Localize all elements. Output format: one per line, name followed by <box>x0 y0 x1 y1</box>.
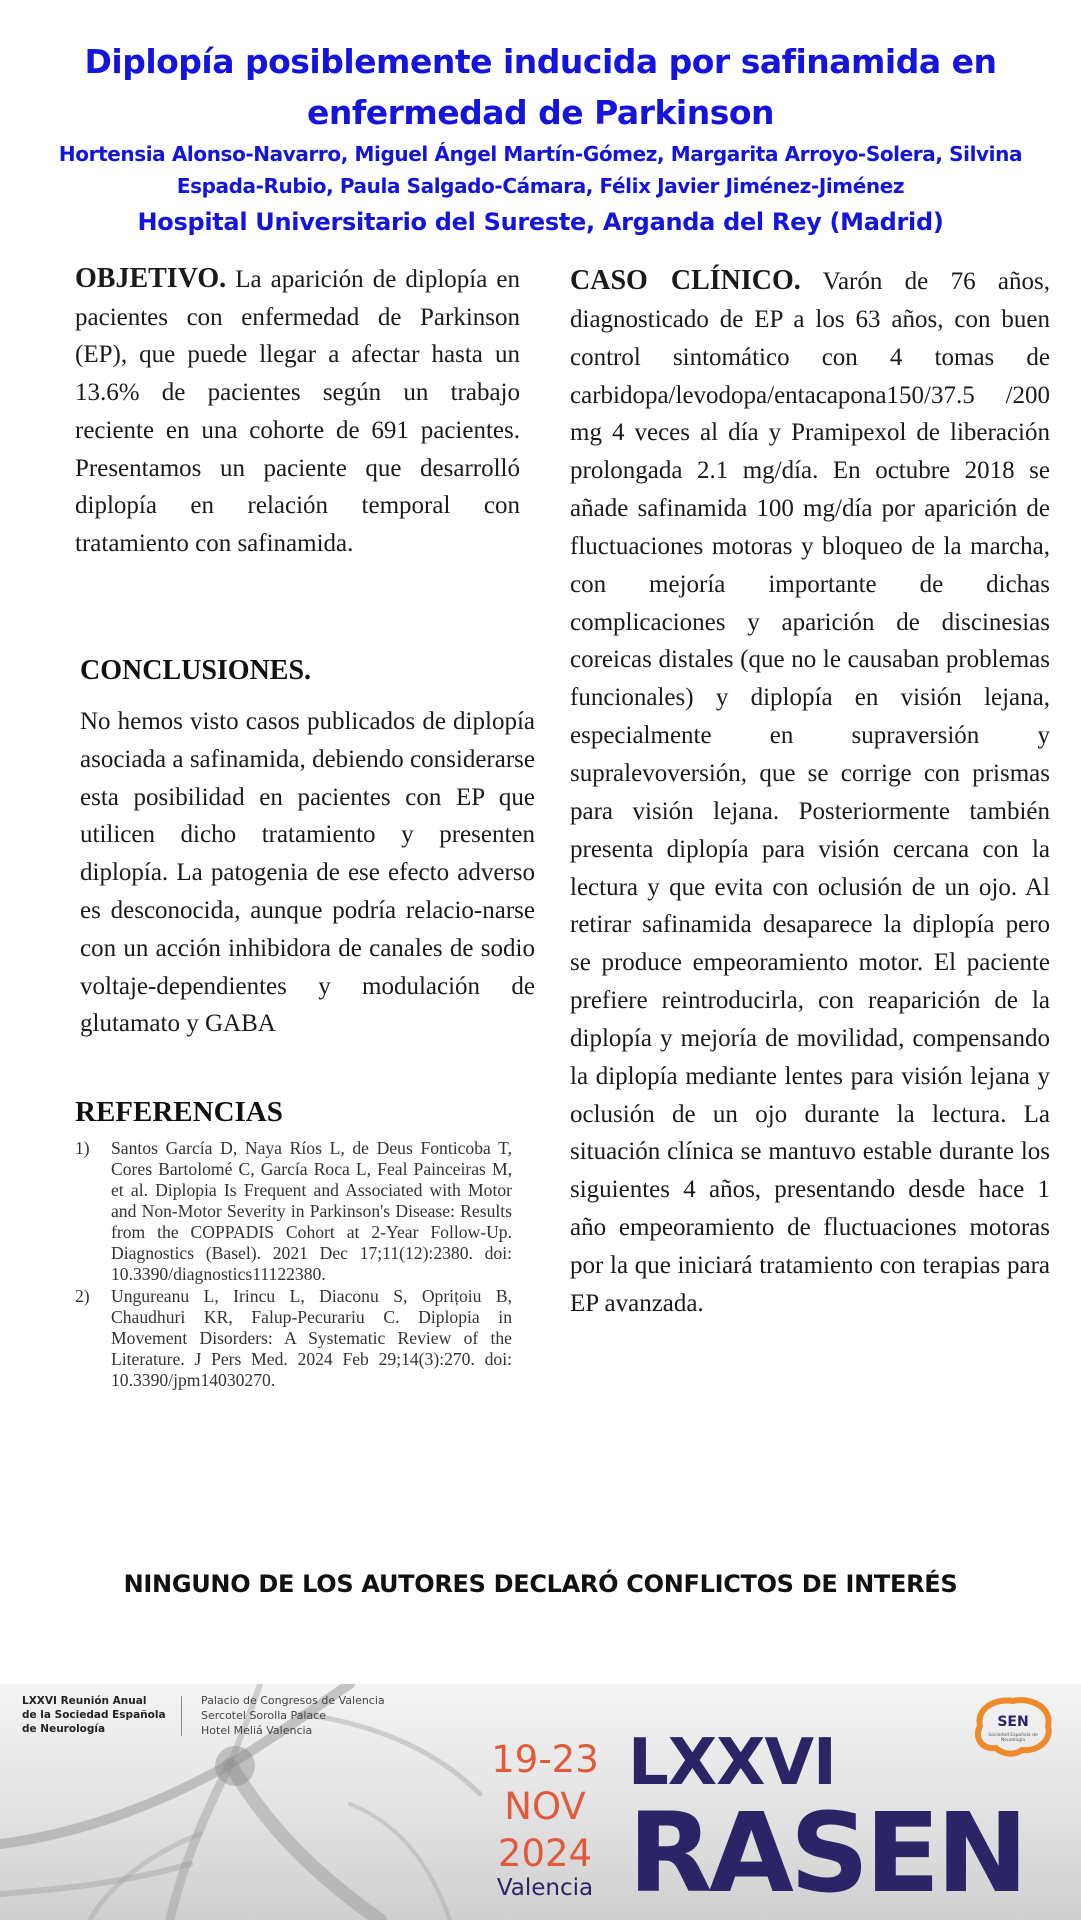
sen-logo <box>966 1692 1060 1762</box>
sen-logo-text: SEN <box>997 1714 1029 1730</box>
objetivo-section <box>75 260 520 563</box>
reference-text: Santos García D, Naya Ríos L, de Deus Fonticoba T, Cores Bartolomé C, García Roca L, Feal Painceiras M, et al. Diplopia Is Frequent and Associated with Motor and Non-Motor Severity in Parkinson's Disease: Results from the COPPADIS Cohort at 2-Year Follow-Up. Diagnostics (Basel). 2021 Dec 17;11(12):2380. doi: 10.3390/diagnostics11122380. <box>111 1138 512 1284</box>
reference-item <box>75 1286 512 1391</box>
event-city: Valencia <box>496 1875 594 1901</box>
reference-number: 2) <box>75 1286 90 1306</box>
banner-divider <box>181 1696 182 1736</box>
authors-list: Hortensia Alonso-Navarro, Miguel Ángel Martín-Gómez, Margarita Arroyo-Solera, Silvina Espada-Rubio, Paula Salgado-Cámara, Félix Javier Jiménez-Jiménez <box>58 142 1023 198</box>
event-acronym: RASEN <box>628 1789 1025 1917</box>
edition-number: LXXVI <box>628 1726 836 1800</box>
poster-title: Diplopía posiblemente inducida por safinamida en enfermedad de Parkinson <box>84 42 997 132</box>
hospital-affiliation: Hospital Universitario del Sureste, Arganda del Rey (Madrid) <box>137 208 944 236</box>
venues-list: Palacio de Congresos de Valencia Sercotel Sorolla Palace Hotel Meliá Valencia <box>201 1694 385 1737</box>
reference-text: Ungureanu L, Irincu L, Diaconu S, Oprițoiu B, Chaudhuri KR, Falup-Pecurariu C. Diplopia in Movement Disorders: A Systematic Review of the Literature. J Pers Med. 2024 Feb 29;14(3):270. doi: 10.3390/jpm14030270. <box>111 1286 512 1390</box>
event-name: LXXVI Reunión Anual de la Sociedad Española de Neurología <box>22 1695 166 1735</box>
objetivo-text: La aparición de diplopía en pacientes con enfermedad de Parkinson (EP), que puede llegar a afectar hasta un 13.6% de pacientes según un trabajo reciente en una cohorte de 691 pacientes. Presentamos un paciente que desarrolló diplopía en relación temporal con tratamiento con safinamida. <box>75 266 521 557</box>
conclusiones-text: No hemos visto casos publicados de diplopía asociada a safinamida, debiendo considerarse esta posibilidad en pacientes con EP que utilicen dicho tratamiento y presenten diplopía. La patogenia de ese efecto adverso es desconocida, aunque podría relacio-narse con un acción inhibidora de canales de sodio voltaje-dependientes y modulación de glutamato y GABA <box>80 708 535 1038</box>
caso-clinico-text: Varón de 76 años, diagnosticado de EP a los 63 años, con buen control sintomático con 4 tomas de carbidopa/levodopa/entacapona150/37.5 /200 mg 4 veces al día y Pramipexol de liberación prolongada 2.1 mg/día. En octubre 2018 se añade safinamida 100 mg/día por aparición de fluctuaciones motoras y bloqueo de la marcha, con mejoría importante de dichas complicaciones y aparición de discinesias coreicas distales (que no le causaban problemas funcionales) y diplopía en visión lejana, especialmente en supraversión y supralevoversión, que se corrige con prismas para visión lejana. Posteriormente también presenta diplopía para visión cercana con la lectura y que evita con oclusión de un ojo. Al retirar safinamida desaparece la diplopía pero se produce empeoramiento motor. El paciente prefiere reintroducirla, con reaparición de la diplopía y mejoría de movilidad, compensando la diplopía mediante lentes para visión lejana y oclusión de un ojo durante la lectura. La situación clínica se mantuvo estable durante los siguientes 4 años, presentando desde hace 1 año empeoramiento de fluctuaciones motoras por la que iniciará tratamiento con terapias para EP avanzada. <box>570 268 1050 1317</box>
caso-clinico-section <box>570 262 1050 1323</box>
event-dates: 19-23 NOV 2024 <box>491 1738 599 1875</box>
objetivo-heading: OBJETIVO. <box>75 263 227 294</box>
conclusiones-heading: CONCLUSIONES. <box>80 655 312 686</box>
congress-banner <box>0 1684 1081 1920</box>
referencias-heading: REFERENCIAS <box>75 1096 283 1128</box>
reference-number: 1) <box>75 1138 90 1158</box>
reference-item <box>75 1138 512 1285</box>
references-list <box>75 1138 512 1392</box>
caso-clinico-heading: CASO CLÍNICO. <box>570 265 801 296</box>
sen-logo-subtext: Sociedad Española de Neurología <box>988 1733 1038 1743</box>
conflicts-statement: NINGUNO DE LOS AUTORES DECLARÓ CONFLICTOS DE INTERÉS <box>123 1570 958 1598</box>
